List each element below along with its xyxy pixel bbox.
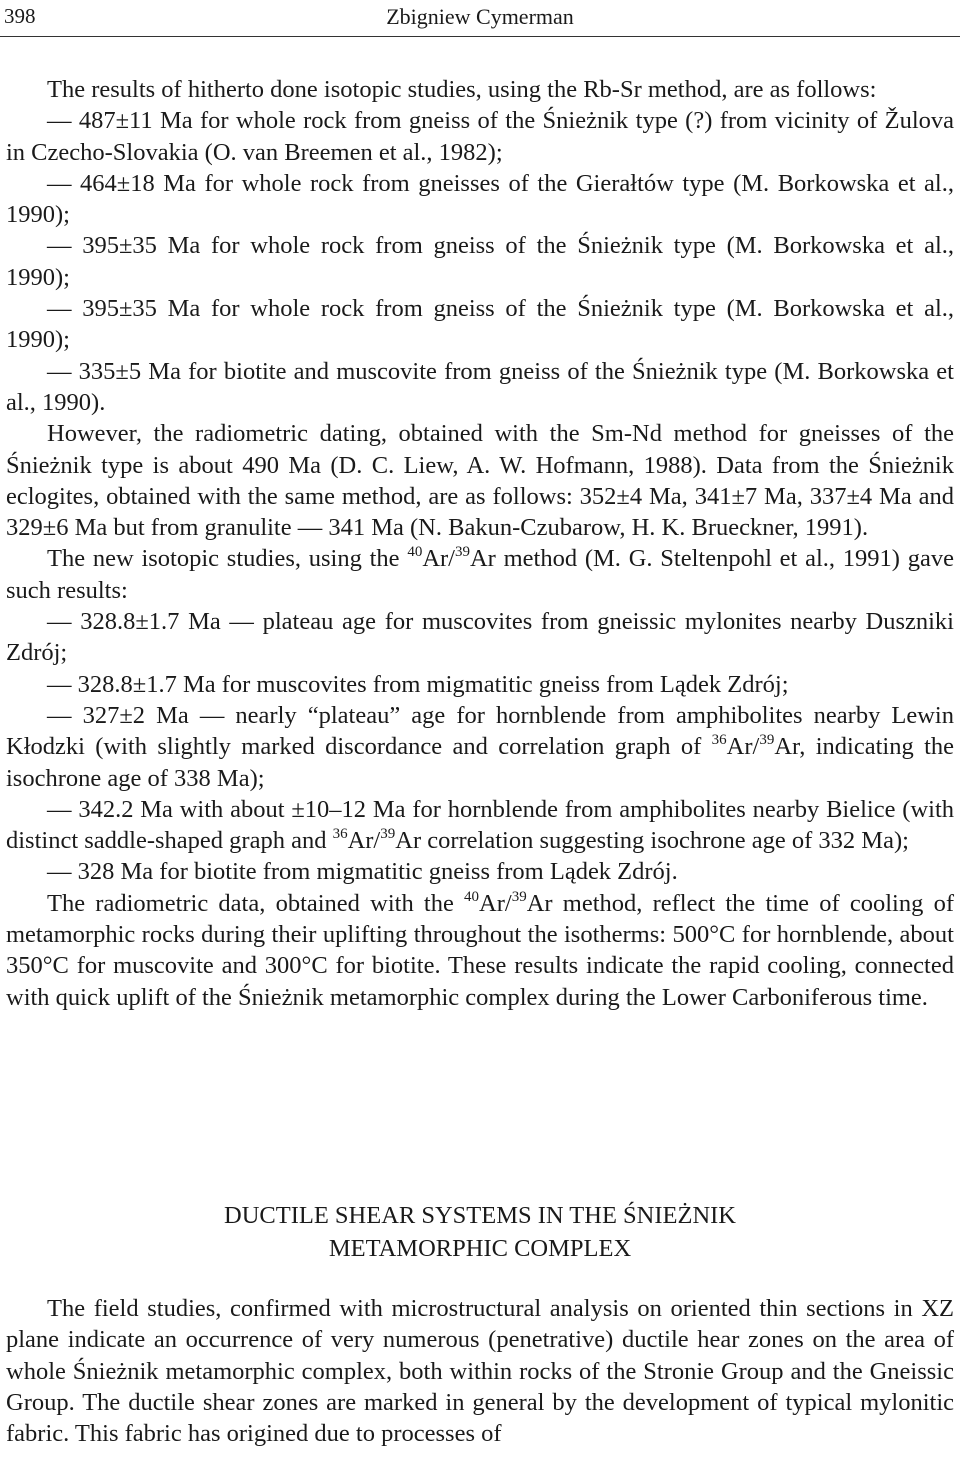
paragraph: However, the radiometric dating, obtained with the Sm-Nd method for gneisses of the Śnieżnik type is about 490 Ma (D. C. Liew, A. W. Hofmann, 1988). Data from the Śnieżnik eclogites, obtained with the same method, are as follows: 352±4 Ma, 341±7 Ma, 337±4 Ma and 329±6 Ma but from granulite — 341 Ma (N. Bakun-Czubarow, H. K. Brueckner, 1991). — [6, 420, 954, 542]
list-item: — 335±5 Ma for biotite and muscovite from gneiss of the Śnieżnik type (M. Borkowska et al., 1990). — [6, 357, 954, 416]
list-item: — 328 Ma for biotite from migmatitic gneiss from Lądek Zdrój. — [47, 858, 678, 886]
text-run: Ar/ — [422, 545, 455, 573]
text-run: Ar/ — [726, 733, 760, 761]
page-header — [0, 0, 960, 37]
list-item: — 328.8±1.7 Ma for muscovites from migmatitic gneiss from Lądek Zdrój; — [47, 670, 789, 698]
text-run: — 327±2 Ma — nearly “plateau” age for hornblende from amphibolites nearby Lewin Kłodzki (with slightly marked discordance and correlation graph of — [6, 701, 954, 761]
section-text — [6, 1293, 954, 1449]
isotope-superscript: 36 — [711, 732, 727, 749]
list-item: — 487±11 Ma for whole rock from gneiss of the Śnieżnik type (?) from vicinity of Žulova in Czecho-Slovakia (O. van Breemen et al., 1982); — [6, 107, 954, 166]
list-item: — 464±18 Ma for whole rock from gneisses of the Gierałtów type (M. Borkowska et al., 1990); — [6, 169, 954, 229]
list-item — [6, 794, 954, 857]
text-run: Ar/ — [479, 889, 512, 917]
isotope-superscript: 39 — [380, 826, 396, 843]
list-item — [6, 700, 954, 794]
paragraph — [6, 543, 954, 606]
text-run: The radiometric data, obtained with the — [47, 889, 465, 917]
section-heading — [0, 1199, 960, 1265]
section-heading-line: DUCTILE SHEAR SYSTEMS IN THE ŚNIEŻNIK — [224, 1202, 736, 1229]
text-run: Ar method, reflect the time of cooling of metamorphic rocks during their uplifting throughout the isotherms: 500°C for hornblende, about 350°C for muscovite and 300°C for biotite. These results indicate the rapid cooling, connected with quick uplift of the Śnieżnik metamorphic complex during the Lower Carboniferous time. — [6, 889, 954, 1011]
text-run: Ar method (M. G. Steltenpohl et al., 1991) gave such results: — [6, 545, 954, 604]
isotope-superscript: 39 — [454, 544, 470, 561]
isotope-superscript: 40 — [407, 544, 423, 561]
text-run: Ar, indicating the isochrone age of 338 Ma); — [6, 733, 954, 792]
list-item: — 395±35 Ma for whole rock from gneiss of the Śnieżnik type (M. Borkowska et al., 1990); — [6, 295, 954, 354]
section-heading-line: METAMORPHIC COMPLEX — [328, 1235, 632, 1262]
isotope-superscript: 40 — [464, 888, 480, 905]
text-run: Ar correlation suggesting isochrone age of 332 Ma); — [395, 827, 909, 855]
list-item: — 328.8±1.7 Ma — plateau age for muscovites from gneissic mylonites nearby Duszniki Zdrój; — [6, 608, 954, 667]
text-run: Ar/ — [347, 827, 381, 855]
list-item: — 395±35 Ma for whole rock from gneiss of the Śnieżnik type (M. Borkowska et al., 1990); — [6, 232, 954, 291]
page-number: 398 — [4, 4, 36, 28]
text-run: — 342.2 Ma with about ±10–12 Ma for hornblende from amphibolites nearby Bielice (with distinct saddle-shaped graph and — [6, 795, 954, 855]
paragraph — [6, 888, 954, 1013]
isotope-superscript: 39 — [511, 888, 527, 905]
running-head: Zbigniew Cymerman — [386, 4, 574, 29]
isotope-superscript: 39 — [759, 732, 775, 749]
isotope-superscript: 36 — [332, 826, 348, 843]
paragraph: The field studies, confirmed with microstructural analysis on oriented thin sections in XZ plane indicate an occurrence of very numerous (penetrative) ductile hear zones on the area of whole Śnieżnik metamorphic complex, both within rocks of the Stronie Group and the Gneissic Group. The ductile shear zones are marked in general by the development of typical mylonitic fabric. This fabric has origined due to processes of — [6, 1295, 954, 1448]
main-text — [6, 74, 954, 1013]
text-run: The new isotopic studies, using the — [47, 545, 408, 573]
paragraph: The results of hitherto done isotopic studies, using the Rb-Sr method, are as follows: — [47, 76, 877, 103]
